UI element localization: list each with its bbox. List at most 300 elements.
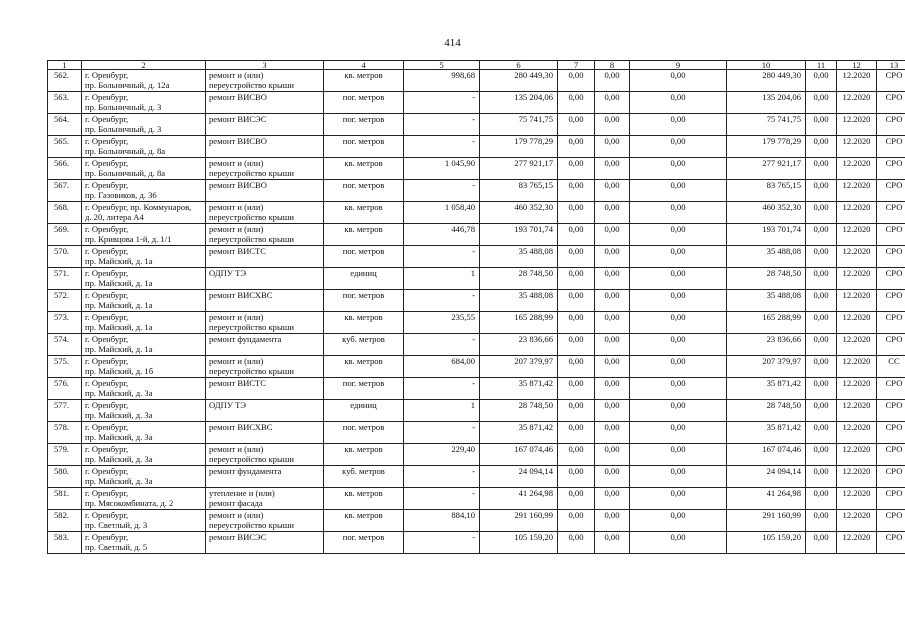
table-row (48, 70, 905, 92)
work-type-cell (206, 136, 324, 158)
address-line-1: г. Оренбург, (85, 334, 129, 344)
unit-cell: единиц (324, 400, 404, 422)
table-row (48, 356, 905, 378)
work-type-line-1: ремонт ВИСТС (209, 246, 267, 256)
unit-cell: пог. метров (324, 422, 404, 444)
table-row (48, 290, 905, 312)
col-10-cell: 460 352,30 (727, 202, 806, 224)
completion-date-cell: 12.2020 (837, 268, 877, 290)
row-number-cell: 573. (48, 312, 82, 334)
address-line-2: пр. Майский, д. 3а (85, 388, 153, 398)
address-cell (82, 312, 206, 334)
address-line-1: г. Оренбург, (85, 400, 129, 410)
total-cost-cell: 167 074,46 (480, 444, 558, 466)
col-7-cell: 0,00 (558, 356, 595, 378)
address-cell (82, 488, 206, 510)
col-8-cell: 0,00 (595, 334, 630, 356)
col-8-cell: 0,00 (595, 246, 630, 268)
completion-date-cell: 12.2020 (837, 202, 877, 224)
col-7-cell: 0,00 (558, 114, 595, 136)
work-type-cell (206, 202, 324, 224)
work-type-cell (206, 444, 324, 466)
unit-cell: кв. метров (324, 158, 404, 180)
table-row (48, 224, 905, 246)
col-8-cell: 0,00 (595, 180, 630, 202)
col-11-cell: 0,00 (806, 400, 837, 422)
completion-date-cell: 12.2020 (837, 510, 877, 532)
col-7-cell: 0,00 (558, 334, 595, 356)
column-number-1: 1 (48, 61, 82, 70)
column-number-4: 4 (324, 61, 404, 70)
table-row (48, 136, 905, 158)
work-type-line-2: переустройство крыши (209, 168, 294, 178)
total-cost-cell: 28 748,50 (480, 400, 558, 422)
col-9-cell: 0,00 (630, 532, 727, 554)
funding-source-cell: СРО (877, 422, 905, 444)
col-11-cell: 0,00 (806, 158, 837, 180)
work-type-cell (206, 510, 324, 532)
address-line-1: г. Оренбург, (85, 224, 129, 234)
column-number-3: 3 (206, 61, 324, 70)
col-10-cell: 277 921,17 (727, 158, 806, 180)
work-type-line-1: ОДПУ ТЭ (209, 400, 247, 410)
quantity-cell: - (404, 180, 480, 202)
completion-date-cell: 12.2020 (837, 180, 877, 202)
col-9-cell: 0,00 (630, 510, 727, 532)
col-8-cell: 0,00 (595, 400, 630, 422)
address-line-2: пр. Майский, д. 3а (85, 410, 153, 420)
work-type-cell (206, 488, 324, 510)
address-cell (82, 180, 206, 202)
address-cell (82, 92, 206, 114)
address-cell (82, 422, 206, 444)
work-type-line-2: переустройство крыши (209, 80, 294, 90)
table-row (48, 400, 905, 422)
work-type-cell (206, 312, 324, 334)
col-11-cell: 0,00 (806, 114, 837, 136)
address-line-1: г. Оренбург, (85, 268, 129, 278)
col-10-cell: 35 871,42 (727, 378, 806, 400)
col-7-cell: 0,00 (558, 378, 595, 400)
completion-date-cell: 12.2020 (837, 136, 877, 158)
address-line-2: пр. Газовиков, д. 36 (85, 190, 157, 200)
total-cost-cell: 165 288,99 (480, 312, 558, 334)
col-9-cell: 0,00 (630, 180, 727, 202)
col-11-cell: 0,00 (806, 488, 837, 510)
address-line-1: г. Оренбург, (85, 70, 129, 80)
address-line-1: г. Оренбург, (85, 246, 129, 256)
quantity-cell: 229,40 (404, 444, 480, 466)
row-number-cell: 571. (48, 268, 82, 290)
col-7-cell: 0,00 (558, 180, 595, 202)
completion-date-cell: 12.2020 (837, 114, 877, 136)
work-type-cell (206, 422, 324, 444)
col-8-cell: 0,00 (595, 510, 630, 532)
quantity-cell: - (404, 466, 480, 488)
work-type-cell (206, 224, 324, 246)
work-type-cell (206, 70, 324, 92)
row-number-cell: 579. (48, 444, 82, 466)
col-9-cell: 0,00 (630, 136, 727, 158)
col-11-cell: 0,00 (806, 510, 837, 532)
col-9-cell: 0,00 (630, 70, 727, 92)
address-line-2: пр. Майский, д. 1б (85, 366, 154, 376)
completion-date-cell: 12.2020 (837, 92, 877, 114)
address-cell (82, 466, 206, 488)
unit-cell: кв. метров (324, 356, 404, 378)
quantity-cell: 1 058,40 (404, 202, 480, 224)
completion-date-cell: 12.2020 (837, 466, 877, 488)
address-line-2: пр. Майский, д. 3а (85, 476, 153, 486)
funding-source-cell: СРО (877, 400, 905, 422)
column-number-row (48, 61, 905, 70)
col-9-cell: 0,00 (630, 92, 727, 114)
column-number-5: 5 (404, 61, 480, 70)
work-type-line-1: утепление и (или) (209, 488, 275, 498)
table-row (48, 158, 905, 180)
total-cost-cell: 460 352,30 (480, 202, 558, 224)
address-line-2: пр. Майский, д. 1а (85, 344, 153, 354)
col-8-cell: 0,00 (595, 312, 630, 334)
address-line-2: пр. Кривцова 1-й, д. 1/1 (85, 234, 172, 244)
col-9-cell: 0,00 (630, 444, 727, 466)
row-number-cell: 572. (48, 290, 82, 312)
col-9-cell: 0,00 (630, 246, 727, 268)
row-number-cell: 566. (48, 158, 82, 180)
work-type-cell (206, 466, 324, 488)
unit-cell: пог. метров (324, 136, 404, 158)
col-10-cell: 83 765,15 (727, 180, 806, 202)
col-10-cell: 28 748,50 (727, 400, 806, 422)
row-number-cell: 570. (48, 246, 82, 268)
address-line-1: г. Оренбург, пр. Коммунаров, (85, 202, 192, 212)
work-type-line-1: ремонт и (или) (209, 202, 264, 212)
completion-date-cell: 12.2020 (837, 158, 877, 180)
col-9-cell: 0,00 (630, 202, 727, 224)
unit-cell: пог. метров (324, 180, 404, 202)
work-type-line-2: переустройство крыши (209, 212, 294, 222)
column-number-8: 8 (595, 61, 630, 70)
address-line-1: г. Оренбург, (85, 532, 129, 542)
address-line-2: пр. Майский, д. 1а (85, 300, 153, 310)
work-type-line-1: ремонт и (или) (209, 312, 264, 322)
unit-cell: кв. метров (324, 312, 404, 334)
quantity-cell: 235,55 (404, 312, 480, 334)
funding-source-cell: СРО (877, 246, 905, 268)
col-7-cell: 0,00 (558, 136, 595, 158)
work-type-line-2: переустройство крыши (209, 322, 294, 332)
work-type-line-1: ремонт ВИСХВС (209, 290, 273, 300)
quantity-cell: - (404, 532, 480, 554)
work-type-line-1: ремонт и (или) (209, 444, 264, 454)
completion-date-cell: 12.2020 (837, 378, 877, 400)
address-cell (82, 70, 206, 92)
work-type-line-1: ремонт ВИСХВС (209, 422, 273, 432)
col-7-cell: 0,00 (558, 510, 595, 532)
col-7-cell: 0,00 (558, 92, 595, 114)
quantity-cell: 1 045,90 (404, 158, 480, 180)
unit-cell: кв. метров (324, 510, 404, 532)
address-line-1: г. Оренбург, (85, 290, 129, 300)
address-line-2: пр. Майский, д. 1а (85, 278, 153, 288)
col-8-cell: 0,00 (595, 532, 630, 554)
unit-cell: кв. метров (324, 444, 404, 466)
completion-date-cell: 12.2020 (837, 290, 877, 312)
total-cost-cell: 28 748,50 (480, 268, 558, 290)
funding-source-cell: СРО (877, 158, 905, 180)
col-11-cell: 0,00 (806, 224, 837, 246)
table-row (48, 246, 905, 268)
address-line-2: пр. Больничный, д. 12а (85, 80, 170, 90)
address-line-2: пр. Светлый, д. 5 (85, 542, 148, 552)
address-cell (82, 334, 206, 356)
unit-cell: пог. метров (324, 92, 404, 114)
col-8-cell: 0,00 (595, 466, 630, 488)
funding-source-cell: СРО (877, 444, 905, 466)
col-7-cell: 0,00 (558, 224, 595, 246)
work-type-cell (206, 246, 324, 268)
address-cell (82, 136, 206, 158)
col-10-cell: 165 288,99 (727, 312, 806, 334)
completion-date-cell: 12.2020 (837, 224, 877, 246)
total-cost-cell: 75 741,75 (480, 114, 558, 136)
column-number-6: 6 (480, 61, 558, 70)
col-11-cell: 0,00 (806, 312, 837, 334)
unit-cell: пог. метров (324, 114, 404, 136)
work-type-cell (206, 268, 324, 290)
quantity-cell: - (404, 136, 480, 158)
funding-source-cell: СРО (877, 510, 905, 532)
completion-date-cell: 12.2020 (837, 444, 877, 466)
work-type-line-1: ремонт и (или) (209, 356, 264, 366)
col-7-cell: 0,00 (558, 422, 595, 444)
col-7-cell: 0,00 (558, 268, 595, 290)
completion-date-cell: 12.2020 (837, 532, 877, 554)
col-10-cell: 35 871,42 (727, 422, 806, 444)
address-cell (82, 202, 206, 224)
work-type-cell (206, 356, 324, 378)
col-11-cell: 0,00 (806, 532, 837, 554)
address-cell (82, 268, 206, 290)
work-type-line-2: переустройство крыши (209, 234, 294, 244)
total-cost-cell: 193 701,74 (480, 224, 558, 246)
col-10-cell: 291 160,99 (727, 510, 806, 532)
row-number-cell: 580. (48, 466, 82, 488)
unit-cell: куб. метров (324, 334, 404, 356)
col-10-cell: 35 488,08 (727, 290, 806, 312)
work-type-line-2: переустройство крыши (209, 366, 294, 376)
funding-source-cell: СРО (877, 532, 905, 554)
col-8-cell: 0,00 (595, 378, 630, 400)
completion-date-cell: 12.2020 (837, 334, 877, 356)
table-row (48, 202, 905, 224)
col-8-cell: 0,00 (595, 136, 630, 158)
quantity-cell: - (404, 92, 480, 114)
address-cell (82, 356, 206, 378)
row-number-cell: 565. (48, 136, 82, 158)
address-line-1: г. Оренбург, (85, 488, 129, 498)
completion-date-cell: 12.2020 (837, 70, 877, 92)
completion-date-cell: 12.2020 (837, 246, 877, 268)
address-line-1: г. Оренбург, (85, 466, 129, 476)
quantity-cell: 1 (404, 400, 480, 422)
unit-cell: кв. метров (324, 488, 404, 510)
row-number-cell: 562. (48, 70, 82, 92)
table-body (48, 70, 905, 554)
table-row (48, 510, 905, 532)
funding-source-cell: СРО (877, 312, 905, 334)
quantity-cell: - (404, 246, 480, 268)
address-line-1: г. Оренбург, (85, 180, 129, 190)
quantity-cell: - (404, 488, 480, 510)
unit-cell: пог. метров (324, 290, 404, 312)
col-11-cell: 0,00 (806, 466, 837, 488)
address-line-2: пр. Майский, д. 3а (85, 432, 153, 442)
work-type-line-1: ремонт ВИСВО (209, 136, 267, 146)
address-line-2: пр. Майский, д. 1а (85, 256, 153, 266)
column-number-13: 13 (877, 61, 905, 70)
col-8-cell: 0,00 (595, 114, 630, 136)
total-cost-cell: 35 488,08 (480, 246, 558, 268)
column-number-7: 7 (558, 61, 595, 70)
col-9-cell: 0,00 (630, 400, 727, 422)
address-line-1: г. Оренбург, (85, 114, 129, 124)
address-line-1: г. Оренбург, (85, 92, 129, 102)
unit-cell: куб. метров (324, 466, 404, 488)
col-9-cell: 0,00 (630, 488, 727, 510)
total-cost-cell: 35 488,08 (480, 290, 558, 312)
col-7-cell: 0,00 (558, 400, 595, 422)
address-line-2: пр. Мясокомбината, д. 2 (85, 498, 174, 508)
table-row (48, 422, 905, 444)
col-9-cell: 0,00 (630, 114, 727, 136)
total-cost-cell: 135 204,06 (480, 92, 558, 114)
table-row (48, 312, 905, 334)
total-cost-cell: 23 836,66 (480, 334, 558, 356)
quantity-cell: 684,00 (404, 356, 480, 378)
table-row (48, 334, 905, 356)
work-type-line-1: ремонт фундамента (209, 466, 282, 476)
total-cost-cell: 291 160,99 (480, 510, 558, 532)
row-number-cell: 582. (48, 510, 82, 532)
funding-source-cell: СРО (877, 70, 905, 92)
col-10-cell: 23 836,66 (727, 334, 806, 356)
address-line-1: г. Оренбург, (85, 422, 129, 432)
col-9-cell: 0,00 (630, 334, 727, 356)
row-number-cell: 567. (48, 180, 82, 202)
table-row (48, 532, 905, 554)
address-line-1: г. Оренбург, (85, 136, 129, 146)
row-number-cell: 574. (48, 334, 82, 356)
work-type-cell (206, 158, 324, 180)
column-number-12: 12 (837, 61, 877, 70)
col-10-cell: 179 778,29 (727, 136, 806, 158)
col-10-cell: 28 748,50 (727, 268, 806, 290)
col-8-cell: 0,00 (595, 356, 630, 378)
unit-cell: пог. метров (324, 378, 404, 400)
table-row (48, 488, 905, 510)
col-7-cell: 0,00 (558, 202, 595, 224)
col-8-cell: 0,00 (595, 92, 630, 114)
col-11-cell: 0,00 (806, 422, 837, 444)
col-9-cell: 0,00 (630, 466, 727, 488)
total-cost-cell: 179 778,29 (480, 136, 558, 158)
col-7-cell: 0,00 (558, 444, 595, 466)
funding-source-cell: СРО (877, 114, 905, 136)
quantity-cell: - (404, 290, 480, 312)
quantity-cell: - (404, 378, 480, 400)
work-type-cell (206, 532, 324, 554)
total-cost-cell: 35 871,42 (480, 422, 558, 444)
col-8-cell: 0,00 (595, 422, 630, 444)
col-8-cell: 0,00 (595, 290, 630, 312)
address-line-2: пр. Больничный, д. 3 (85, 102, 162, 112)
work-type-line-2: переустройство крыши (209, 520, 294, 530)
total-cost-cell: 83 765,15 (480, 180, 558, 202)
funding-source-cell: СРО (877, 224, 905, 246)
col-7-cell: 0,00 (558, 532, 595, 554)
work-type-line-2: ремонт фасада (209, 498, 263, 508)
col-10-cell: 207 379,97 (727, 356, 806, 378)
col-9-cell: 0,00 (630, 268, 727, 290)
row-number-cell: 568. (48, 202, 82, 224)
col-9-cell: 0,00 (630, 290, 727, 312)
address-cell (82, 444, 206, 466)
table-row (48, 180, 905, 202)
col-7-cell: 0,00 (558, 158, 595, 180)
col-10-cell: 280 449,30 (727, 70, 806, 92)
work-type-cell (206, 114, 324, 136)
col-7-cell: 0,00 (558, 466, 595, 488)
funding-source-cell: СРО (877, 268, 905, 290)
unit-cell: кв. метров (324, 224, 404, 246)
table-row (48, 92, 905, 114)
page-number: 414 (444, 37, 461, 49)
address-cell (82, 224, 206, 246)
col-10-cell: 193 701,74 (727, 224, 806, 246)
work-type-cell (206, 378, 324, 400)
row-number-cell: 575. (48, 356, 82, 378)
quantity-cell: - (404, 422, 480, 444)
address-cell (82, 510, 206, 532)
col-11-cell: 0,00 (806, 92, 837, 114)
col-9-cell: 0,00 (630, 312, 727, 334)
total-cost-cell: 105 159,20 (480, 532, 558, 554)
address-line-2: пр. Майский, д. 3а (85, 454, 153, 464)
work-type-line-1: ремонт и (или) (209, 510, 264, 520)
completion-date-cell: 12.2020 (837, 312, 877, 334)
row-number-cell: 564. (48, 114, 82, 136)
address-line-1: г. Оренбург, (85, 378, 129, 388)
address-line-1: г. Оренбург, (85, 510, 129, 520)
unit-cell: пог. метров (324, 532, 404, 554)
row-number-cell: 576. (48, 378, 82, 400)
funding-source-cell: СРО (877, 334, 905, 356)
row-number-cell: 569. (48, 224, 82, 246)
address-line-1: г. Оренбург, (85, 158, 129, 168)
col-8-cell: 0,00 (595, 488, 630, 510)
completion-date-cell: 12.2020 (837, 356, 877, 378)
completion-date-cell: 12.2020 (837, 488, 877, 510)
col-7-cell: 0,00 (558, 246, 595, 268)
col-11-cell: 0,00 (806, 136, 837, 158)
table-row (48, 444, 905, 466)
funding-source-cell: СРО (877, 466, 905, 488)
row-number-cell: 581. (48, 488, 82, 510)
col-11-cell: 0,00 (806, 356, 837, 378)
quantity-cell: 1 (404, 268, 480, 290)
work-type-cell (206, 92, 324, 114)
